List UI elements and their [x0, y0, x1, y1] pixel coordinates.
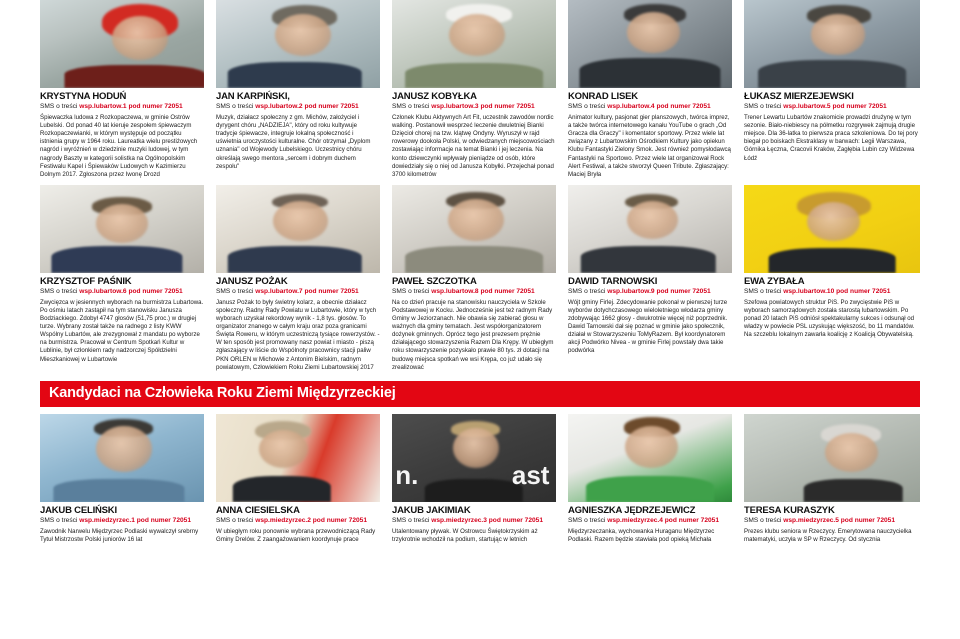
sms-prefix: SMS o treści [392, 288, 430, 296]
sms-code: wsp.miedzyrzec.3 [431, 517, 487, 525]
sms-suffix: pod numer 72051 [480, 288, 535, 296]
candidate-bio: Śpiewaczka ludowa z Rozkopaczewa, w gminie Ostrów Lubelski. Od ponad 40 lat kieruje zespołem śpiewaczym Rozkopaczewianki, w którym występuje od początku istnienia grupy w 1964 roku. Laureatka wielu prestiżowych nagród i wyróżnień w dziedzinie muzyki ludowej, w tym nagrody Baszty w kategorii solistka na Ogólnopolskim Festiwalu Kapel i Śpiewaków Ludowych w Kazimierzu Dolnym 2017. Zgłoszona przez Iwonę Drozd [40, 114, 198, 178]
sms-instruction [392, 517, 556, 525]
candidate-photo [216, 414, 380, 502]
candidate-name: ŁUKASZ MIERZEJEWSKI [744, 91, 854, 102]
candidate-bio: Prezes klubu seniora w Rzeczycy. Emerytowana nauczycielka matematyki, uczyła w SP w Rzeczycy. Od stycznia [744, 527, 912, 544]
candidate-card [568, 185, 744, 372]
candidate-bio: Animator kultury, pasjonat gier planszowych, twórca imprez, a także twórca internetowego kanału YouTube o grach „Od Gracza dla Graczy" i komentator sportowy. Przez wiele lat związany z Lubartowskim Ośrodkiem Kultury jako opiekun Klubu Fantastyki Zielony Smok. Jest również pomysłodawcą Fantastyki na Sportowo. Przez wiele lat organizował Rock Alert Festiwal, a także stworzył Queen Tribute. Zgłaszający: Maciej Bryła [568, 114, 731, 178]
sms-instruction [216, 103, 380, 111]
sms-prefix: SMS o treści [744, 517, 782, 525]
candidate-bio: W ubiegłym roku ponownie wybrana przewodniczącą Rady Gminy Drelów. Z zaangażowaniem koordynuje prace [216, 527, 376, 544]
candidate-photo [744, 0, 920, 88]
sms-suffix: pod numer 72051 [656, 103, 711, 111]
candidate-card [392, 0, 568, 179]
candidate-photo [40, 185, 204, 273]
candidate-card [40, 185, 216, 372]
candidate-card [216, 185, 392, 372]
candidate-card [744, 414, 920, 544]
candidate-name: EWA ZYBAŁA [744, 275, 805, 287]
sms-suffix: pod numer 72051 [836, 288, 891, 296]
candidate-card [216, 0, 392, 179]
candidate-photo [568, 414, 732, 502]
sms-prefix: SMS o treści [216, 103, 254, 111]
sms-suffix: pod numer 72051 [136, 517, 192, 525]
candidate-bio: Międzyrzeczanka, wychowanka Huraganu Międzyrzec Podlaski. Razem będzie stawiała pod opieką Michała [568, 527, 715, 544]
sms-suffix: pod numer 72051 [304, 103, 359, 111]
sms-instruction [392, 288, 556, 296]
candidate-row-lubartow-2 [40, 185, 920, 372]
sms-code: wsp.lubartow.10 [783, 288, 835, 296]
sms-prefix: SMS o treści [40, 103, 78, 111]
sms-code: wsp.miedzyrzec.5 [783, 517, 839, 525]
candidate-name: KRZYSZTOF PAŚNIK [40, 275, 132, 287]
sms-instruction [568, 517, 732, 525]
sms-code: wsp.miedzyrzec.4 [607, 517, 663, 525]
sms-instruction [40, 517, 204, 525]
candidate-photo: n. ast [392, 414, 556, 502]
sms-instruction [568, 103, 732, 111]
sms-suffix: pod numer 72051 [656, 288, 711, 296]
sms-code: wsp.miedzyrzec.1 [79, 517, 135, 525]
candidate-bio: Wójt gminy Firlej. Zdecydowanie pokonał w pierwszej turze wyborów dotychczasowego wieloletniego włodarza gminy zdobywając 1662 głosy - dwukrotnie więcej niż poprzednik. Dawid Tarnowski dał się poznać w gminie jako społecznik, działał w Stowarzyszeniu ToMyRazem. Był koordynatorem akcji Podwórko Nivea - w gminie Firlej powstały dwa takie podwórka [568, 298, 728, 355]
candidate-name: PAWEŁ SZCZOTKA [392, 275, 477, 287]
candidate-card [744, 185, 920, 372]
sms-prefix: SMS o treści [744, 103, 782, 111]
candidate-card [216, 414, 392, 544]
candidate-card [568, 0, 744, 179]
candidate-card [568, 414, 744, 544]
sms-suffix: pod numer 72051 [664, 517, 720, 525]
candidate-card [744, 0, 920, 179]
candidate-bio: Zwycięzca w jesiennych wyborach na burmistrza Lubartowa. Po ośmiu latach zastąpił na tym stanowisku Janusza Bodziackiego. Zdobył 4747 głosów (51,75 proc.) w drugiej turze. Wybrany został także na radnego z listy KWW Wspólny Lubartów, ale zrezygnował z mandatu po wyborze na burmistrza. Pracował w Centrum Spotkań Kultur w Lublinie, był członkiem rady nadzorczej Spółdzielni Mieszkaniowej w Lubartowie [40, 298, 204, 363]
sms-prefix: SMS o treści [40, 288, 78, 296]
sms-prefix: SMS o treści [568, 517, 606, 525]
sms-prefix: SMS o treści [392, 103, 430, 111]
sms-prefix: SMS o treści [568, 103, 606, 111]
candidate-name: DAWID TARNOWSKI [568, 275, 658, 287]
sms-suffix: pod numer 72051 [480, 103, 535, 111]
sms-code: wsp.lubartow.7 [255, 288, 303, 296]
candidate-photo [392, 0, 556, 88]
sms-code: wsp.lubartow.9 [607, 288, 655, 296]
sms-code: wsp.lubartow.6 [79, 288, 127, 296]
candidate-card [392, 185, 568, 372]
sms-suffix: pod numer 72051 [832, 103, 887, 111]
candidate-photo [392, 185, 556, 273]
candidate-bio: Utalentowany pływak. W Ostrowcu Świętokrzyskim aż trzykrotnie wchodził na podium, startując w letnich [392, 527, 538, 544]
sms-prefix: SMS o treści [744, 288, 782, 296]
candidate-name: KONRAD LISEK [568, 91, 638, 102]
candidate-photo [744, 185, 920, 273]
sms-instruction [744, 288, 920, 296]
sms-code: wsp.lubartow.1 [79, 103, 127, 111]
candidate-bio: Na co dzień pracuje na stanowisku nauczyciela w Szkole Podstawowej w Kocku. Jednocześnie jest też radnym Rady Gminy w Jeziorzanach. Nie obawia się zabierać głosu w ważnych dla gminy tematach. Jest współorganizatorem dożynek gminnych. Oprócz tego jest prezesem prężnie działającego stowarzyszenia Razem Dla Krępy. W ubiegłym roku stowarzyszenie pozyskało prawie 80 tys. zł dotacji na budowę miejsca spotkań we wsi Krępa, co już udało się zrealizować [392, 298, 554, 371]
sms-prefix: SMS o treści [216, 288, 254, 296]
candidate-name: KRYSTYNA HODUŃ [40, 91, 127, 102]
candidate-photo [216, 185, 380, 273]
sms-code: wsp.lubartow.4 [607, 103, 655, 111]
candidate-bio: Członek Klubu Aktywnych Art Fit, uczestnik zawodów nordic walking. Postanowił wesprzeć leczenie dwuletniej Bianki Dzięcioł chorej na tzw. klątwę Ondyny. Wyruszył w rajd rowerowy dookoła Polski, w odwiedzanych miejscowościach zostawiając informacje na temat Bianki i jej leczenia. Na konto dziewczynki wpływały pieniądze od osób, które dowiedziały się o niej od Janusza Kobyłki. Przejechał ponad 3700 kilometrów [392, 114, 555, 178]
sms-instruction [216, 517, 380, 525]
sms-instruction [568, 288, 732, 296]
sms-code: wsp.lubartow.2 [255, 103, 303, 111]
sms-instruction [392, 103, 556, 111]
candidate-name: JAKUB JAKIMIAK [392, 504, 471, 516]
sms-prefix: SMS o treści [40, 517, 78, 525]
sms-suffix: pod numer 72051 [488, 517, 544, 525]
sms-prefix: SMS o treści [216, 517, 254, 525]
candidate-photo [568, 0, 732, 88]
candidate-photo [216, 0, 380, 88]
sms-instruction [744, 517, 920, 525]
candidate-name: AGNIESZKA JĘDRZEJEWICZ [568, 504, 696, 516]
candidate-card [392, 414, 568, 544]
sms-instruction [40, 103, 204, 111]
candidate-name: JAKUB CELIŃSKI [40, 504, 117, 516]
candidate-photo [40, 414, 204, 502]
candidate-card [40, 0, 216, 179]
section-banner-miedzyrzec: Kandydaci na Człowieka Roku Ziemi Międzyrzeckiej [40, 381, 920, 407]
candidate-name: JAN KARPIŃSKI, [216, 91, 290, 102]
candidate-bio: Zawodnik Narwelu Międzyrzec Podlaski wywalczył srebrny Tytuł Mistrzostw Polski juniorów 16 lat [40, 527, 199, 544]
sms-instruction [40, 288, 204, 296]
candidate-row-miedzyrzec [40, 414, 920, 544]
candidate-name: JANUSZ POŻAK [216, 275, 288, 287]
sms-suffix: pod numer 72051 [128, 288, 183, 296]
candidate-name: TERESA KURASZYK [744, 504, 835, 516]
candidate-row-lubartow-1 [40, 0, 920, 179]
sms-instruction [744, 103, 920, 111]
sms-suffix: pod numer 72051 [304, 288, 359, 296]
candidate-bio: Szefowa powiatowych struktur PiS. Po zwycięstwie PiS w wyborach samorządowych została starostą lubartowskim. Po ponad 20 latach PiS odniósł spektakularny sukces i odsunął od władzy w powiecie PSL uzyskując większość, bo 11 mandatów. Na szczeblu lokalnym zawarła koalicję z Koalicją Obywatelską. [744, 298, 915, 339]
candidate-photo [40, 0, 204, 88]
candidate-photo [568, 185, 732, 273]
sms-prefix: SMS o treści [568, 288, 606, 296]
sms-code: wsp.miedzyrzec.2 [255, 517, 311, 525]
candidate-photo [744, 414, 920, 502]
sms-code: wsp.lubartow.8 [431, 288, 479, 296]
candidate-name: JANUSZ KOBYŁKA [392, 91, 477, 102]
sms-suffix: pod numer 72051 [128, 103, 183, 111]
sms-suffix: pod numer 72051 [312, 517, 368, 525]
candidate-name: ANNA CIESIELSKA [216, 504, 300, 516]
sms-suffix: pod numer 72051 [840, 517, 896, 525]
candidate-bio: Muzyk, działacz społeczny z gm. Michów, założyciel i dyrygent chóru „NADZIEJA", który od roku kultywuje tradycje śpiewacze, integruje lokalną społeczność i uświetnia uroczystości kulturalne. Chór otrzymał „Dyplom uznania" od Wojewody Lubelskiego. Uczestnicy chóru określają swego mentora „sercem i dobrym duchem zespołu" [216, 114, 371, 170]
sms-instruction [216, 288, 380, 296]
candidate-bio: Janusz Pożak to były świetny kolarz, a obecnie działacz społeczny. Radny Rady Powiatu w Lubartowie, który w tych wyborach uzyskał rekordowy wynik - 1,8 tys. głosów. To organizator znanego w całym kraju oraz poza granicami Święta Roweru, w którym uczestniczą tysiące rowerzystów. - W ten sposób jest promowany nasz powiat i miasto - piszą zgłaszający w liście do Wspólnoty pracownicy stacji paliw PKN ORLEN w Michowie z Antonim Bielskim, radnym powiatowym, Człowiekiem Roku Ziemi Lubartowskiej 2017 [216, 298, 380, 371]
candidate-card [40, 414, 216, 544]
sms-code: wsp.lubartow.5 [783, 103, 831, 111]
candidate-bio: Trener Lewartu Lubartów znakomicie prowadzi drużynę w tym sezonie. Biało-niebiescy na półmetku rozgrywek zajmują drugie miejsce. Dla 36-latka to pierwsza praca szkoleniowa. Do tej pory biegał po boiskach Ekstraklasy w barwach: Legii Warszawa, Górnika Łęczna, Cracovii Kraków, Zagłębia Lubin czy Widzewa Łódź [744, 114, 918, 162]
sms-prefix: SMS o treści [392, 517, 430, 525]
sms-code: wsp.lubartow.3 [431, 103, 479, 111]
